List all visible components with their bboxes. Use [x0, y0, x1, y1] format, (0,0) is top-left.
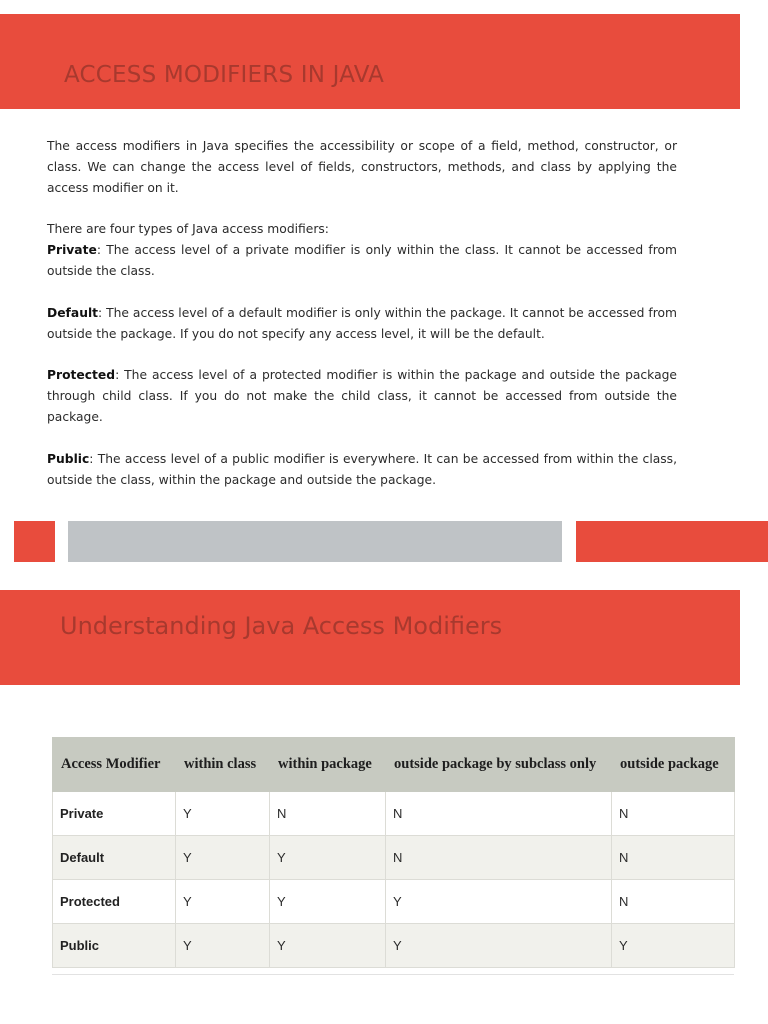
- table-cell: Y: [176, 792, 270, 836]
- table-cell: Y: [270, 880, 386, 924]
- header-banner: [0, 14, 740, 109]
- decor-block-red-right: [576, 521, 768, 562]
- modifier-desc: : The access level of a protected modifier is within the package and outside the package through child class. If you do not make the child class, it cannot be accessed from outside the package.: [47, 368, 677, 424]
- section-banner: [0, 590, 740, 685]
- modifier-desc: : The access level of a private modifier is only within the class. It cannot be accessed from outside the class.: [47, 243, 677, 278]
- column-header: outside package by subclass only: [386, 738, 612, 792]
- table-row: [53, 924, 735, 968]
- table-cell: Y: [270, 924, 386, 968]
- table-cell: N: [612, 836, 735, 880]
- table-cell: N: [612, 792, 735, 836]
- table-cell: Private: [53, 792, 176, 836]
- modifier-name: Private: [47, 243, 97, 258]
- types-heading: There are four types of Java access modifiers:: [47, 222, 329, 237]
- table-cell: N: [612, 880, 735, 924]
- modifier-desc: : The access level of a default modifier is only within the package. It cannot be accessed from outside the package. If you do not specify any access level, it will be the default.: [47, 305, 677, 341]
- intro-paragraph: The access modifiers in Java specifies the accessibility or scope of a field, method, constructor, or class. We can change the access level of fields, constructors, methods, and class by applying the access modifier on it.: [47, 139, 677, 195]
- table-cell: Y: [386, 924, 612, 968]
- page-title: ACCESS MODIFIERS IN JAVA: [64, 62, 385, 88]
- modifier-default: [47, 303, 677, 345]
- table-cell: Y: [176, 924, 270, 968]
- document-body: [47, 136, 677, 490]
- table-cell: Default: [53, 836, 176, 880]
- decor-block-red-left: [14, 521, 55, 562]
- table-cell: Protected: [53, 880, 176, 924]
- table-cell: Y: [386, 880, 612, 924]
- access-modifier-table: [52, 737, 735, 968]
- table-header-row: [53, 738, 735, 792]
- modifier-protected: [47, 365, 677, 427]
- table-cell: Y: [176, 880, 270, 924]
- modifier-private: [47, 240, 677, 282]
- table-cell: N: [386, 792, 612, 836]
- modifier-name: Protected: [47, 368, 116, 383]
- column-header: Access Modifier: [53, 738, 176, 792]
- table-row: [53, 836, 735, 880]
- table-row: [53, 792, 735, 836]
- section-title: Understanding Java Access Modifiers: [60, 612, 503, 640]
- table-cell: N: [270, 792, 386, 836]
- table-cell: Y: [612, 924, 735, 968]
- column-header: within package: [270, 738, 386, 792]
- modifier-name: Public: [47, 451, 90, 466]
- column-header: outside package: [612, 738, 735, 792]
- modifier-desc: : The access level of a public modifier is everywhere. It can be accessed from within the class, outside the class, within the package and outside the package.: [47, 451, 677, 487]
- table-cell: N: [386, 836, 612, 880]
- column-header: within class: [176, 738, 270, 792]
- table-row: [53, 880, 735, 924]
- table-cell: Public: [53, 924, 176, 968]
- divider: [52, 974, 734, 975]
- table-cell: Y: [176, 836, 270, 880]
- modifier-name: Default: [47, 305, 99, 320]
- decor-block-grey: [68, 521, 562, 562]
- table-cell: Y: [270, 836, 386, 880]
- modifier-public: [47, 449, 677, 491]
